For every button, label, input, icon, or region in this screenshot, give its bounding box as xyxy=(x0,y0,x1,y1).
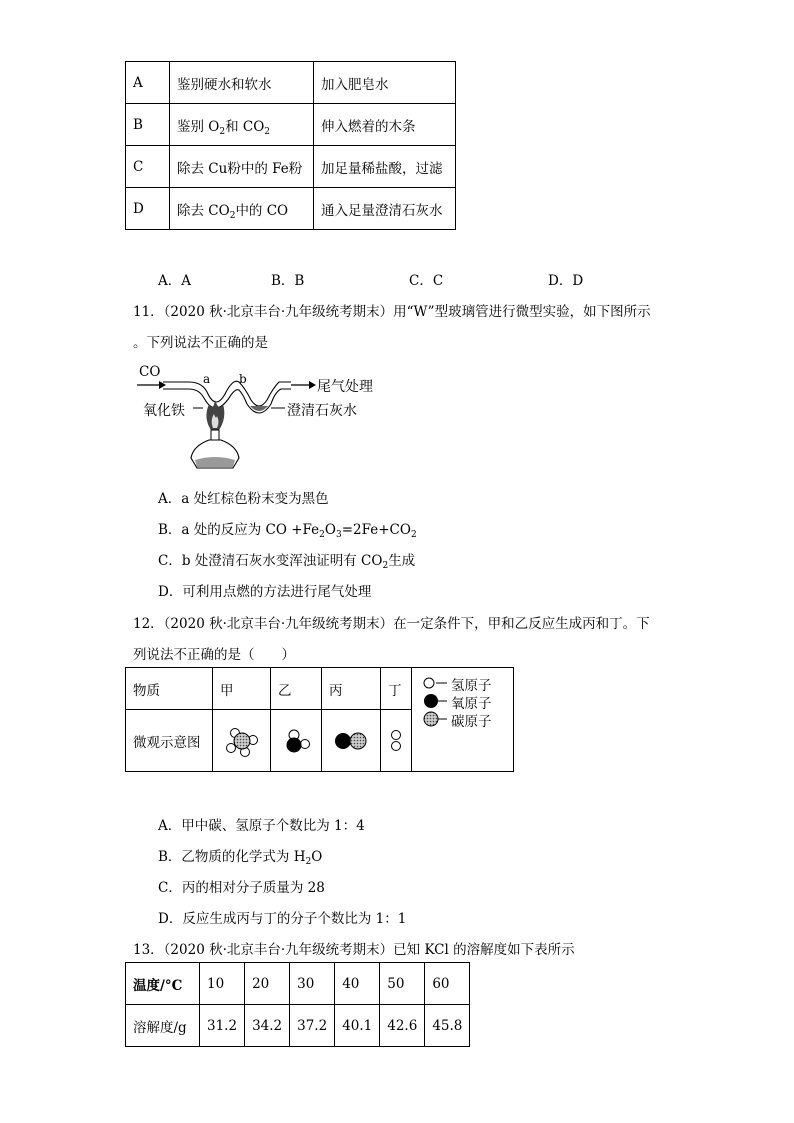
hydrogen-atom-icon xyxy=(423,676,453,690)
question-12-option-a: A．甲中碳、氢原子个数比为 1：4 xyxy=(158,818,365,834)
option-text: B．a 处的反应为 CO +Fe xyxy=(158,522,320,538)
option-text: B．乙物质的化学式为 H xyxy=(158,849,306,865)
option-cell: D xyxy=(126,188,170,230)
header-cell: 物质 xyxy=(126,668,213,710)
solubility-table xyxy=(125,962,470,1047)
table-row xyxy=(126,668,514,710)
question-11-option-b xyxy=(158,518,417,538)
co-molecule-icon xyxy=(332,730,370,752)
temperature-cell: 40 xyxy=(335,963,380,1005)
choice-c: C．C xyxy=(409,273,444,289)
method-cell: 加足量稀盐酸，过滤 xyxy=(314,146,456,188)
question-12-option-d: D．反应生成丙与丁的分子个数比为 1：1 xyxy=(158,911,407,927)
molecule-table xyxy=(125,667,514,772)
solubility-cell: 34.2 xyxy=(245,1005,290,1047)
choice-d: D．D xyxy=(548,273,584,289)
question-11-option-d: D．可利用点燃的方法进行尾气处理 xyxy=(158,584,372,600)
question-12-stem: 12．（2020 秋·北京丰台·九年级统考期末）在一定条件下，甲和乙反应生成丙和丁。下 xyxy=(133,616,650,632)
molecule-cell xyxy=(381,710,412,772)
header-cell: 乙 xyxy=(271,668,322,710)
table-row xyxy=(126,1005,470,1047)
question-11-stem-cont: 。下列说法不正确的是 xyxy=(133,335,268,351)
legend-label: 碳原子 xyxy=(451,714,492,730)
choice-b: B．B xyxy=(271,273,305,289)
iron-oxide-label: 氧化铁 xyxy=(143,403,185,419)
question-12-option-c: C．丙的相对分子质量为 28 xyxy=(158,880,325,896)
solubility-cell: 37.2 xyxy=(290,1005,335,1047)
methane-molecule-icon xyxy=(224,723,260,759)
solubility-cell: 42.6 xyxy=(380,1005,425,1047)
subscript: 2 xyxy=(305,857,312,867)
subscript: 3 xyxy=(335,530,342,540)
subscript: 2 xyxy=(410,530,417,540)
method-cell: 通入足量澄清石灰水 xyxy=(314,188,456,230)
molecule-cell xyxy=(271,710,322,772)
temperature-cell: 30 xyxy=(290,963,335,1005)
tail-gas-label: 尾气处理 xyxy=(317,379,373,395)
option-text: O xyxy=(311,849,323,865)
temperature-cell: 20 xyxy=(245,963,290,1005)
question-11-option-a: A．a 处红棕色粉末变为黑色 xyxy=(158,491,329,507)
row-label-cell: 微观示意图 xyxy=(126,710,213,772)
option-text: 生成 xyxy=(388,553,416,569)
co-label: CO xyxy=(139,364,161,380)
subscript: 2 xyxy=(382,561,389,571)
solubility-header: 溶解度/g xyxy=(126,1005,200,1047)
choice-a: A．A xyxy=(158,273,191,289)
option-text: =2Fe+CO xyxy=(341,522,411,538)
subscript: 2 xyxy=(319,530,325,540)
purpose-cell xyxy=(170,188,314,230)
oxygen-atom-icon xyxy=(423,693,453,709)
legend-label: 氢原子 xyxy=(451,678,492,694)
temperature-header: 温度/°C xyxy=(126,963,200,1005)
temperature-cell: 10 xyxy=(200,963,245,1005)
water-molecule-icon xyxy=(281,726,311,756)
point-a-label: a xyxy=(203,372,211,386)
w-tube-diagram xyxy=(133,360,393,472)
question-13-stem: 13．（2020 秋·北京丰台·九年级统考期末）已知 KCl 的溶解度如下表所示 xyxy=(133,942,575,958)
legend-item xyxy=(419,692,506,710)
option-cell: C xyxy=(126,146,170,188)
solubility-cell: 40.1 xyxy=(335,1005,380,1047)
temperature-cell: 60 xyxy=(425,963,470,1005)
purpose-text: 和 CO xyxy=(225,118,265,135)
legend-item xyxy=(419,674,506,692)
subscript: 2 xyxy=(219,126,226,137)
reagent-table xyxy=(125,61,456,230)
purpose-text: 除去 CO xyxy=(177,202,230,219)
method-cell: 加入肥皂水 xyxy=(314,62,456,104)
solubility-cell: 31.2 xyxy=(200,1005,245,1047)
legend-item xyxy=(419,710,506,728)
question-12-stem-cont: 列说法不正确的是（ ） xyxy=(133,647,295,663)
option-cell: A xyxy=(126,62,170,104)
table-row xyxy=(126,62,456,104)
carbon-atom-icon xyxy=(423,711,453,727)
limewater-label: 澄清石灰水 xyxy=(287,403,357,419)
legend-label: 氧原子 xyxy=(451,696,492,712)
point-b-label: b xyxy=(239,372,247,386)
table-row xyxy=(126,188,456,230)
hydrogen-molecule-icon xyxy=(389,728,403,754)
temperature-cell: 50 xyxy=(380,963,425,1005)
method-cell: 伸入燃着的木条 xyxy=(314,104,456,146)
purpose-cell xyxy=(170,104,314,146)
table-row xyxy=(126,104,456,146)
subscript: 2 xyxy=(264,126,271,137)
table-row xyxy=(126,963,470,1005)
purpose-text: 中的 CO xyxy=(235,202,289,219)
question-12-option-b xyxy=(158,845,322,865)
header-cell: 丁 xyxy=(381,668,412,710)
question-11-option-c xyxy=(158,549,415,569)
purpose-cell: 除去 Cu粉中的 Fe粉 xyxy=(170,146,314,188)
option-text: C．b 处澄清石灰水变浑浊证明有 CO xyxy=(158,553,383,569)
legend-cell xyxy=(412,668,514,772)
molecule-cell xyxy=(213,710,271,772)
purpose-text: 鉴别 O xyxy=(177,118,220,135)
question-11-stem: 11．（2020 秋·北京丰台·九年级统考期末）用“W”型玻璃管进行微型实验，如下图所示 xyxy=(133,304,651,320)
header-cell: 丙 xyxy=(322,668,381,710)
molecule-cell xyxy=(322,710,381,772)
table-row xyxy=(126,146,456,188)
option-text: O xyxy=(324,522,336,538)
subscript: 2 xyxy=(229,210,236,221)
option-cell: B xyxy=(126,104,170,146)
solubility-cell: 45.8 xyxy=(425,1005,470,1047)
header-cell: 甲 xyxy=(213,668,271,710)
purpose-cell: 鉴别硬水和软水 xyxy=(170,62,314,104)
